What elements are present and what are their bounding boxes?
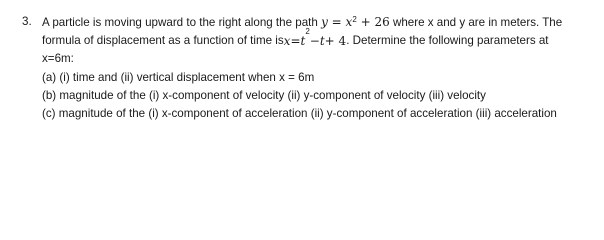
path-constant: + 26 xyxy=(356,15,390,29)
path-variable: x xyxy=(345,15,353,29)
disp-minus: − xyxy=(309,34,320,49)
path-equals: = xyxy=(327,15,346,29)
disp-constant: + 4 xyxy=(324,34,347,49)
disp-exponent: 2 xyxy=(305,27,310,37)
problem-line-2 xyxy=(22,27,594,50)
problem-statement xyxy=(22,13,594,123)
subquestion-b-text: (b) magnitude of the (i) x-component of velocity (ii) y-component of velocity (iii) velocity xyxy=(42,88,486,102)
subquestion-a xyxy=(22,69,594,87)
intro-text: A particle is moving upward to the right along the path xyxy=(42,16,322,29)
problem-number: 3. xyxy=(22,15,32,28)
subquestion-c xyxy=(22,105,594,123)
subquestion-b xyxy=(22,87,594,105)
subquestion-a-text: (a) (i) time and (ii) vertical displacement when x = 6m xyxy=(42,70,315,84)
disp-variable: t xyxy=(300,34,306,49)
disp-lhs: x xyxy=(283,34,291,49)
displacement-text: formula of displacement as a function of time is xyxy=(42,34,284,48)
problem-line-3 xyxy=(22,50,594,68)
path-lhs: y xyxy=(321,15,328,29)
determine-text: . Determine the following parameters at xyxy=(346,34,549,48)
disp-equals: = xyxy=(290,34,301,49)
subquestion-c-text: (c) magnitude of the (i) x-component of acceleration (ii) y-component of acceleration (iii) acceleration xyxy=(42,107,557,121)
condition-text: x=6m: xyxy=(42,52,74,66)
units-text: where x and y are in meters. The xyxy=(389,16,563,29)
path-exponent: 2 xyxy=(352,15,357,24)
disp-variable-2: t xyxy=(319,34,325,49)
